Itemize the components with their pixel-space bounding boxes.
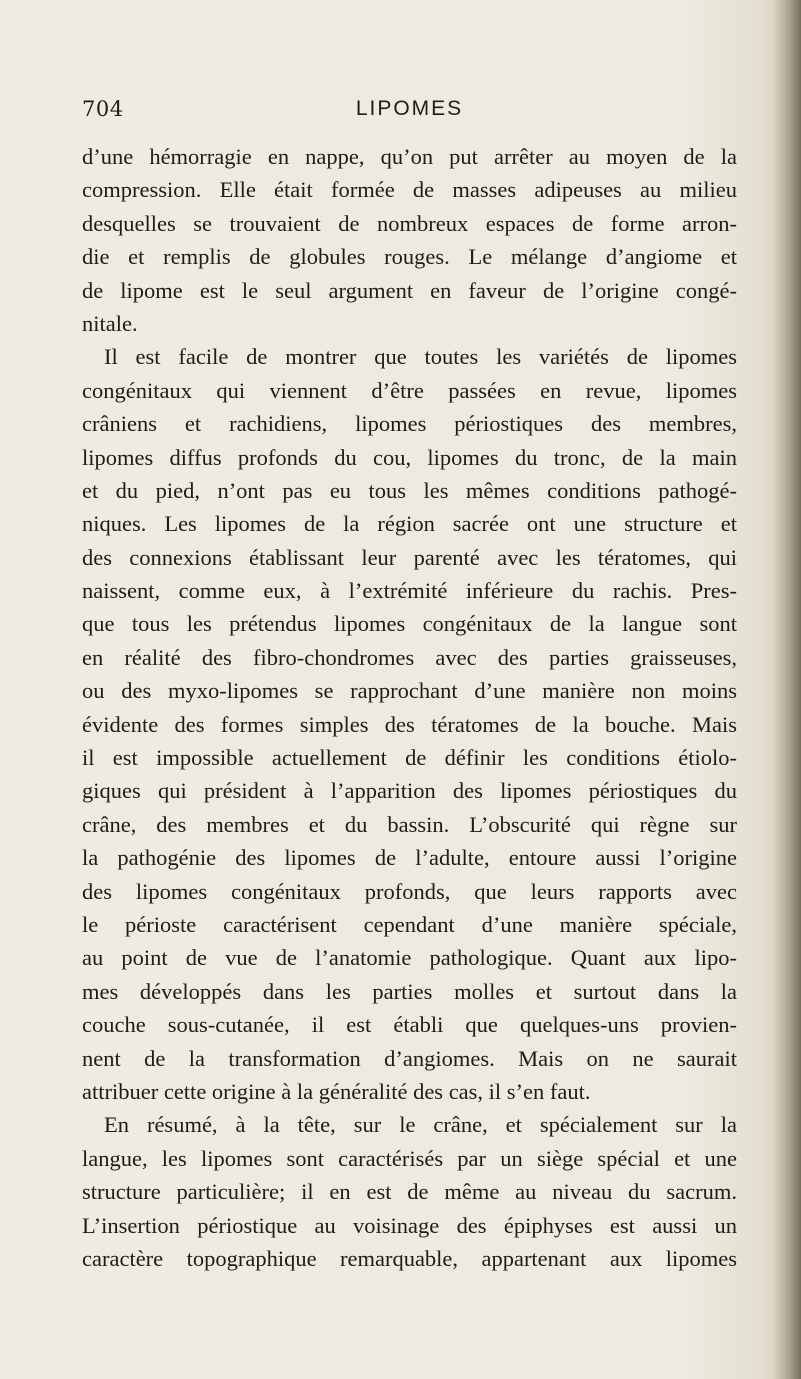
text-line: Il est facile de montrer que toutes les variétés de lipomes bbox=[104, 344, 737, 370]
text-line: le périoste caractérisent cependant d’une manière spéciale, bbox=[82, 911, 737, 937]
text-line: couche sous-cutanée, il est établi que quelques-uns provien- bbox=[82, 1012, 737, 1038]
text-line: naissent, comme eux, à l’extrémité inférieure du rachis. Pres- bbox=[82, 578, 737, 604]
body-text bbox=[82, 140, 737, 1275]
text-line: niques. Les lipomes de la région sacrée ont une structure et bbox=[82, 511, 737, 537]
text-line: structure particulière; il en est de même au niveau du sacrum. bbox=[82, 1179, 737, 1205]
text-line: en réalité des fibro-chondromes avec des parties graisseuses, bbox=[82, 644, 737, 670]
text-line: crâniens et rachidiens, lipomes périostiques des membres, bbox=[82, 411, 737, 437]
running-title: LIPOMES bbox=[355, 97, 464, 120]
page-number: 704 bbox=[82, 97, 124, 121]
text-line: crâne, des membres et du bassin. L’obscurité qui règne sur bbox=[82, 811, 737, 837]
text-line: nent de la transformation d’angiomes. Mais on ne saurait bbox=[82, 1045, 737, 1071]
text-line: évidente des formes simples des tératomes de la bouche. Mais bbox=[82, 711, 737, 737]
text-line: die et remplis de globules rouges. Le mélange d’angiome et bbox=[82, 244, 737, 270]
text-line: En résumé, à la tête, sur le crâne, et spécialement sur la bbox=[104, 1112, 737, 1138]
text-line: nitale. bbox=[82, 310, 138, 336]
text-line: et du pied, n’ont pas eu tous les mêmes conditions pathogé- bbox=[82, 477, 737, 503]
text-line: d’une hémorragie en nappe, qu’on put arrêter au moyen de la bbox=[82, 144, 737, 169]
text-line: lipomes diffus profonds du cou, lipomes du tronc, de la main bbox=[82, 444, 737, 470]
page-header bbox=[82, 97, 737, 125]
book-spine-shadow bbox=[773, 0, 801, 1379]
text-line: compression. Elle était formée de masses adipeuses au milieu bbox=[82, 177, 737, 203]
text-line: que tous les prétendus lipomes congénitaux de la langue sont bbox=[82, 611, 737, 637]
text-line: de lipome est le seul argument en faveur de l’origine congé- bbox=[82, 277, 737, 303]
text-line: L’insertion périostique au voisinage des épiphyses est aussi un bbox=[82, 1212, 737, 1238]
text-line: des lipomes congénitaux profonds, que leurs rapports avec bbox=[82, 878, 737, 904]
text-line: au point de vue de l’anatomie pathologique. Quant aux lipo- bbox=[82, 945, 737, 971]
text-line: des connexions établissant leur parenté avec les tératomes, qui bbox=[82, 544, 737, 570]
text-line: caractère topographique remarquable, appartenant aux lipomes bbox=[82, 1245, 737, 1271]
text-line: mes développés dans les parties molles et surtout dans la bbox=[82, 978, 737, 1004]
text-line: attribuer cette origine à la généralité des cas, il s’en faut. bbox=[82, 1078, 591, 1104]
text-line: langue, les lipomes sont caractérisés par un siège spécial et une bbox=[82, 1145, 737, 1171]
text-line: la pathogénie des lipomes de l’adulte, entoure aussi l’origine bbox=[82, 845, 737, 871]
text-line: il est impossible actuellement de définir les conditions étiolo- bbox=[82, 745, 737, 771]
text-line: ou des myxo-lipomes se rapprochant d’une manière non moins bbox=[82, 678, 737, 704]
text-line: giques qui président à l’apparition des lipomes périostiques du bbox=[82, 778, 737, 804]
text-line: congénitaux qui viennent d’être passées en revue, lipomes bbox=[82, 377, 737, 403]
text-line: desquelles se trouvaient de nombreux espaces de forme arron- bbox=[82, 210, 737, 236]
